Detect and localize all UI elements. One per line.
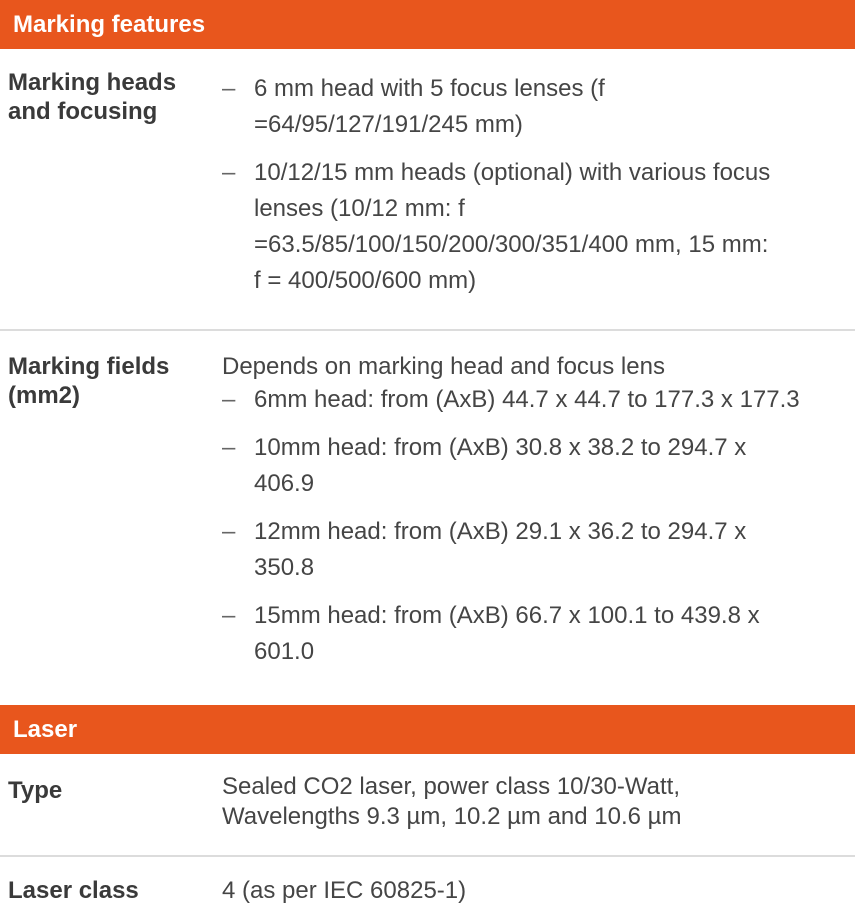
section-header-laser [0, 705, 855, 754]
dash-icon: – [222, 602, 236, 629]
list-item [222, 430, 842, 502]
section-title: Marking features [13, 10, 206, 38]
item-line: 6 mm head with 5 focus lenses (f [254, 75, 605, 102]
label-line: Marking fields [8, 353, 170, 380]
section-header-marking-features [0, 0, 855, 49]
value-line: Wavelengths 9.3 µm, 10.2 µm and 10.6 µm [222, 803, 682, 830]
label-line: and focusing [8, 98, 158, 125]
bullet-list [222, 382, 842, 670]
spec-label: Type [8, 777, 63, 804]
value-intro: Depends on marking head and focus lens [222, 353, 665, 380]
item-line: 15mm head: from (AxB) 66.7 x 100.1 to 439.8 x [254, 602, 760, 629]
dash-icon: – [222, 159, 236, 186]
spec-label: Laser class [8, 877, 139, 904]
item-line: 350.8 [254, 554, 315, 581]
item-line: 6mm head: from (AxB) 44.7 x 44.7 to 177.3 x 177.3 [254, 386, 800, 413]
row-divider [0, 855, 855, 857]
spec-value: 4 (as per IEC 60825-1) [222, 877, 467, 904]
dash-icon: – [222, 434, 236, 461]
bullet-list [222, 71, 842, 299]
spec-label [8, 68, 208, 126]
spec-value [222, 772, 842, 832]
label-line: (mm2) [8, 382, 81, 409]
spec-label [8, 352, 208, 410]
spec-value [222, 71, 842, 311]
spec-value [222, 352, 842, 682]
section-title: Laser [13, 715, 78, 743]
list-item [222, 71, 842, 143]
item-line: 10/12/15 mm heads (optional) with various focus [254, 159, 771, 186]
item-line: 406.9 [254, 470, 315, 497]
item-line: lenses (10/12 mm: f [254, 195, 465, 222]
list-item [222, 155, 842, 299]
list-item [222, 598, 842, 670]
label-line: Marking heads [8, 69, 177, 96]
list-item [222, 514, 842, 586]
item-line: 10mm head: from (AxB) 30.8 x 38.2 to 294.7 x [254, 434, 747, 461]
item-line: =63.5/85/100/150/200/300/351/400 mm, 15 mm: [254, 231, 769, 258]
row-divider [0, 329, 855, 331]
value-line: Sealed CO2 laser, power class 10/30-Watt, [222, 773, 680, 800]
item-line: f = 400/500/600 mm) [254, 267, 477, 294]
dash-icon: – [222, 386, 236, 413]
list-item [222, 382, 842, 418]
item-line: =64/95/127/191/245 mm) [254, 111, 523, 138]
dash-icon: – [222, 75, 236, 102]
item-line: 601.0 [254, 638, 315, 665]
dash-icon: – [222, 518, 236, 545]
item-line: 12mm head: from (AxB) 29.1 x 36.2 to 294.7 x [254, 518, 747, 545]
